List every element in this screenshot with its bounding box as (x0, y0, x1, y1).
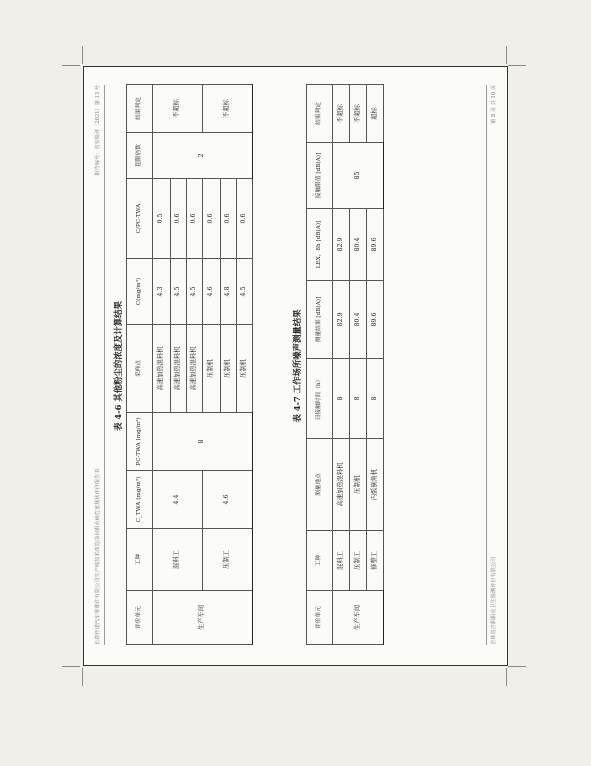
t1-result: 不超标 (153, 85, 203, 133)
t2-result: 不超标 (333, 85, 350, 143)
t1-ratio: 0.6 (187, 179, 203, 259)
t2-result: 超标 (367, 85, 384, 143)
t2-lex: 80.4 (350, 209, 367, 281)
crop-mark (508, 65, 526, 66)
t1-job: 压制工 (203, 529, 253, 591)
t1-c: 4.3 (153, 259, 171, 325)
t2-hours: 8 (333, 359, 350, 439)
t1-ctwa: 4.6 (203, 471, 253, 529)
t2-measured: 80.4 (350, 281, 367, 359)
t1-head-limit: 超限倍数 (127, 133, 153, 179)
t2-job: 压制工 (350, 531, 367, 591)
crop-mark (62, 65, 80, 66)
t2-head-job: 工种 (307, 531, 333, 591)
t1-pctwa: 8 (153, 413, 253, 471)
footer-left: 吉林省吉职职业卫生检测评价有限公司 (491, 556, 497, 645)
t2-head-measured: 测量结果 [dB(A)] (307, 281, 333, 359)
table2-caption: 表 4-7 工作场所噪声测量结果 (292, 309, 302, 423)
t1-head-ratio: C/PC-TWA (127, 179, 153, 259)
t1-point: 压制机 (221, 325, 237, 413)
t1-head-ctwa: C_TWA (mg/m³) (127, 471, 153, 529)
t1-head-point: 采样点 (127, 325, 153, 413)
t1-point: 压制机 (237, 325, 253, 413)
t1-limit: 2 (153, 133, 253, 179)
t1-head-result: 结果判定 (127, 85, 153, 133)
t1-c: 4.5 (171, 259, 187, 325)
crop-mark (506, 668, 507, 686)
crop-mark (506, 46, 507, 64)
t1-point: 压制机 (203, 325, 221, 413)
t1-point: 高速加热混料机 (171, 325, 187, 413)
t2-result: 不超标 (350, 85, 367, 143)
t1-c: 4.5 (187, 259, 203, 325)
t1-result: 不超标 (203, 85, 253, 133)
crop-mark (82, 668, 83, 686)
t2-job: 修整工 (367, 531, 384, 591)
t2-lex: 82.9 (333, 209, 350, 281)
t2-lex: 89.6 (367, 209, 384, 281)
t1-job: 混料工 (153, 529, 203, 591)
t2-head-unit: 评价单元 (307, 591, 333, 645)
t1-ratio: 0.6 (203, 179, 221, 259)
t1-ratio: 0.5 (153, 179, 171, 259)
t2-head-lex: LEX，8h [dB(A)] (307, 209, 333, 281)
crop-mark (82, 46, 83, 64)
t2-measured: 89.6 (367, 281, 384, 359)
table1-caption: 表 4-6 其他粉尘的浓度及计算结果 (113, 301, 123, 431)
t1-ratio: 0.6 (171, 179, 187, 259)
header-left: 长春轩诺汽车零部件有限公司生产线技术改造项目职业病危害现状评价报告书 (95, 468, 101, 645)
t2-head-hours: 日接触时间（h） (307, 359, 333, 439)
t2-job: 混料工 (333, 531, 350, 591)
crop-mark (508, 666, 526, 667)
t2-head-place: 测量地点 (307, 439, 333, 531)
t1-head-c: C(mg/m³) (127, 259, 153, 325)
page-footer (486, 85, 497, 645)
table-row (153, 85, 171, 645)
t1-c: 4.5 (237, 259, 253, 325)
t2-head-limit: 接触限值 [dB(A)] (307, 143, 333, 209)
page-header (94, 85, 105, 645)
footer-right: 第 8 页 共 10 页 (491, 85, 497, 124)
t2-head-result: 结果判定 (307, 85, 333, 143)
t2-place: 压制机 (350, 439, 367, 531)
t2-limit: 85 (333, 143, 384, 209)
t2-hours: 8 (367, 359, 384, 439)
table-row (333, 85, 350, 645)
t1-ctwa: 4.4 (153, 471, 203, 529)
header-right: 报告编号：省安检评〔2021〕第 13 号 (95, 85, 101, 176)
t1-head-pctwa: PC-TWA (mg/m³) (127, 413, 153, 471)
t2-place: 高速加热混料机 (333, 439, 350, 531)
t1-point: 高速加热混料机 (187, 325, 203, 413)
document-page (83, 66, 508, 666)
t1-point: 高速加热混料机 (153, 325, 171, 413)
t1-c: 4.8 (221, 259, 237, 325)
t2-measured: 82.9 (333, 281, 350, 359)
t1-head-unit: 评价单元 (127, 591, 153, 645)
rotated-page-content (84, 67, 507, 665)
t2-hours: 8 (350, 359, 367, 439)
t1-unit: 生产车间 (153, 591, 253, 645)
t2-unit: 生产车间 (333, 591, 384, 645)
table2 (306, 84, 384, 645)
t1-c: 4.6 (203, 259, 221, 325)
table1 (126, 84, 253, 645)
t2-place: 内弧倒角机 (367, 439, 384, 531)
t1-ratio: 0.6 (221, 179, 237, 259)
crop-mark (62, 666, 80, 667)
t1-head-job: 工种 (127, 529, 153, 591)
t1-ratio: 0.6 (237, 179, 253, 259)
